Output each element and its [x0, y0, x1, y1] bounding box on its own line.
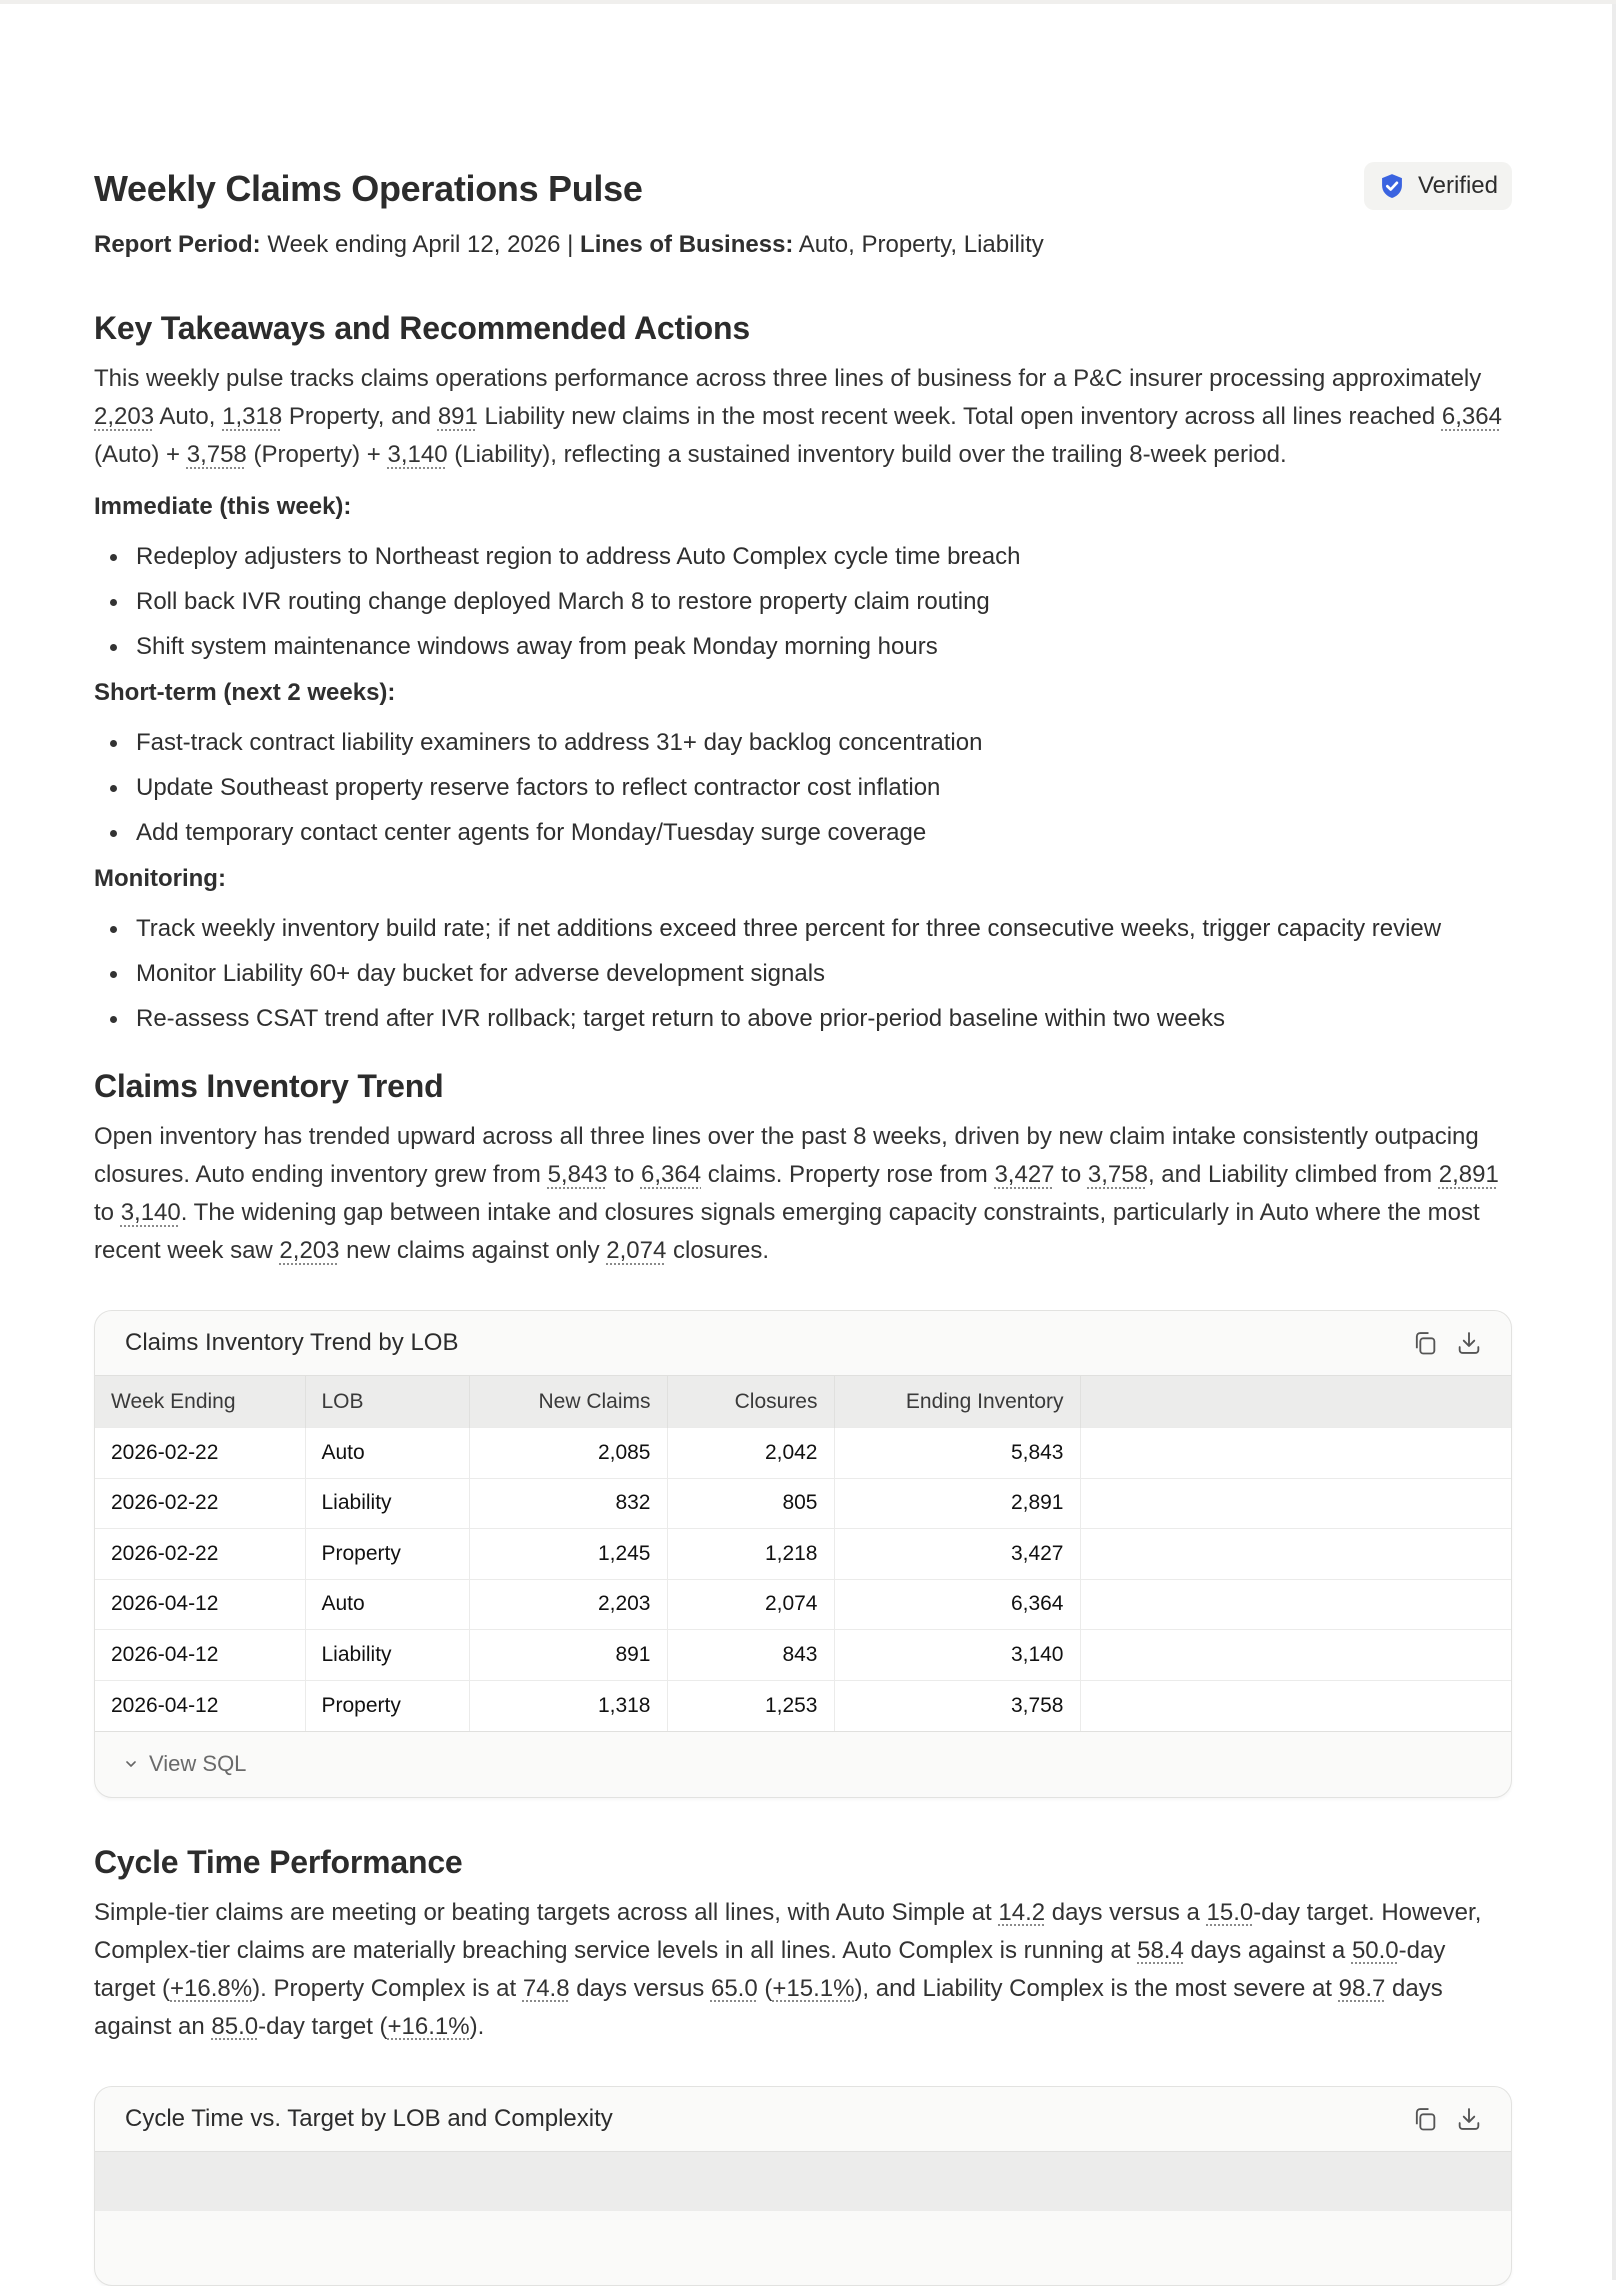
- view-sql-toggle[interactable]: [95, 1731, 1511, 1797]
- table-cell: 2026-02-22: [95, 1529, 305, 1580]
- metric-value[interactable]: 3,427: [994, 1161, 1055, 1188]
- chevron-down-icon: [123, 1756, 139, 1772]
- card-actions: [1411, 2105, 1483, 2133]
- table-row: [95, 1428, 1511, 1479]
- inventory-table: [95, 1375, 1511, 1731]
- table-cell: 1,253: [667, 1680, 834, 1731]
- report-period-value: Week ending April 12, 2026: [267, 231, 561, 258]
- list-item: Re-assess CSAT trend after IVR rollback; target return to above prior-period baseline within two weeks: [136, 1000, 1512, 1038]
- cycle-time-heading: Cycle Time Performance: [94, 1843, 463, 1880]
- shield-check-icon: [1378, 172, 1406, 200]
- table-cell: 832: [469, 1478, 667, 1529]
- card-header: [95, 1311, 1511, 1375]
- table-header-row: [95, 1376, 1511, 1428]
- table-cell: 2026-04-12: [95, 1579, 305, 1630]
- lob-label: Lines of Business:: [580, 231, 794, 258]
- download-icon[interactable]: [1455, 1329, 1483, 1357]
- column-header[interactable]: LOB: [305, 1376, 469, 1428]
- list-item: Update Southeast property reserve factors to reflect contractor cost inflation: [136, 769, 1512, 807]
- meta-separator: |: [567, 231, 574, 258]
- table-cell: Liability: [305, 1478, 469, 1529]
- metric-value[interactable]: 3,758: [186, 441, 247, 468]
- column-header[interactable]: New Claims: [469, 1376, 667, 1428]
- metric-value[interactable]: +16.1%: [387, 2012, 470, 2040]
- inventory-table-card: [94, 1310, 1512, 1798]
- download-icon[interactable]: [1455, 2105, 1483, 2133]
- page-title: Weekly Claims Operations Pulse: [94, 168, 643, 209]
- card-title: Claims Inventory Trend by LOB: [125, 1329, 459, 1356]
- copy-icon[interactable]: [1411, 2105, 1439, 2133]
- card-header: [95, 2087, 1511, 2151]
- metric-value[interactable]: 65.0: [710, 1974, 758, 2002]
- table-cell-filler: [1080, 1428, 1511, 1479]
- verified-label: Verified: [1417, 172, 1498, 199]
- metric-value[interactable]: 98.7: [1338, 1974, 1386, 2002]
- key-takeaways-heading: Key Takeaways and Recommended Actions: [94, 310, 750, 346]
- action-list: [94, 910, 1512, 1038]
- table-cell-filler: [1080, 1529, 1511, 1580]
- table-cell: 2026-04-12: [95, 1630, 305, 1681]
- claims-inventory-heading: Claims Inventory Trend: [94, 1068, 444, 1104]
- list-item: Add temporary contact center agents for Monday/Tuesday surge coverage: [136, 814, 1512, 852]
- metric-value[interactable]: 74.8: [522, 1974, 570, 2002]
- table-cell: 1,318: [469, 1680, 667, 1731]
- inventory-table-body: [95, 1428, 1511, 1731]
- table-cell-filler: [1080, 1478, 1511, 1529]
- table-cell: 2,042: [667, 1428, 834, 1479]
- table-cell: Auto: [305, 1428, 469, 1479]
- column-filler: [1080, 1376, 1511, 1428]
- takeaways-intro: This weekly pulse tracks claims operations performance across three lines of business for a P&C insurer processing approximately 2,203 Auto, 1,318 Property, and 891 Liability new claims in the most recent week. Total open inventory across all lines reached 6,364 (Auto) + 3,758 (Property) + 3,140 (Liability), reflecting a sustained inventory build over the trailing 8-week period.: [94, 365, 1502, 468]
- list-item: Roll back IVR routing change deployed March 8 to restore property claim routing: [136, 583, 1512, 621]
- metric-value[interactable]: 50.0: [1351, 1936, 1399, 1964]
- table-cell: 2,891: [834, 1478, 1080, 1529]
- column-header[interactable]: Ending Inventory: [834, 1376, 1080, 1428]
- column-header[interactable]: Closures: [667, 1376, 834, 1428]
- metric-value[interactable]: +16.8%: [170, 1974, 253, 2002]
- metric-value[interactable]: 2,203: [94, 403, 155, 430]
- action-group-label: Immediate (this week):: [94, 493, 352, 520]
- table-cell: 2026-04-12: [95, 1680, 305, 1731]
- claims-inventory-section: [94, 1064, 1512, 1798]
- metric-value[interactable]: +15.1%: [772, 1974, 855, 2002]
- table-cell: 891: [469, 1630, 667, 1681]
- list-item: Shift system maintenance windows away from peak Monday morning hours: [136, 628, 1512, 666]
- verified-badge: [1364, 162, 1512, 210]
- metric-value[interactable]: 85.0: [211, 2012, 259, 2040]
- report-header: [94, 160, 1512, 218]
- table-row: [95, 1529, 1511, 1580]
- card-actions: [1411, 1329, 1483, 1357]
- table-row: [95, 1478, 1511, 1529]
- column-header[interactable]: Week Ending: [95, 1376, 305, 1428]
- metric-value[interactable]: 15.0: [1206, 1898, 1254, 1926]
- cycle-time-section: [94, 1840, 1512, 2286]
- table-cell-filler: [1080, 1680, 1511, 1731]
- lob-value: Auto, Property, Liability: [798, 231, 1044, 258]
- metric-value[interactable]: 3,758: [1087, 1161, 1148, 1188]
- table-cell-filler: [1080, 1630, 1511, 1681]
- metric-value[interactable]: 3,140: [387, 441, 448, 468]
- table-cell: 805: [667, 1478, 834, 1529]
- table-cell: Liability: [305, 1630, 469, 1681]
- metric-value[interactable]: 6,364: [640, 1161, 702, 1188]
- takeaways-groups: [94, 490, 1512, 1038]
- metric-value[interactable]: 2,074: [606, 1237, 667, 1264]
- report-meta: [94, 228, 1512, 262]
- list-item: Monitor Liability 60+ day bucket for adverse development signals: [136, 955, 1512, 993]
- table-cell: 3,427: [834, 1529, 1080, 1580]
- report-page: [94, 0, 1512, 2286]
- key-takeaways-section: [94, 306, 1512, 1038]
- table-cell: 6,364: [834, 1579, 1080, 1630]
- metric-value[interactable]: 6,364: [1441, 403, 1502, 430]
- metric-value[interactable]: 2,891: [1438, 1161, 1499, 1188]
- table-cell: Property: [305, 1680, 469, 1731]
- list-item: Redeploy adjusters to Northeast region to address Auto Complex cycle time breach: [136, 538, 1512, 576]
- metric-value[interactable]: 1,318: [222, 403, 283, 430]
- cycle-time-table-card: [94, 2086, 1512, 2286]
- copy-icon[interactable]: [1411, 1329, 1439, 1357]
- table-cell-filler: [1080, 1579, 1511, 1630]
- table-cell: 2,085: [469, 1428, 667, 1479]
- table-cell: 2026-02-22: [95, 1478, 305, 1529]
- metric-value[interactable]: 2,203: [279, 1237, 340, 1264]
- metric-value[interactable]: 3,140: [120, 1199, 181, 1226]
- metric-value[interactable]: 5,843: [547, 1161, 608, 1188]
- table-cell: Property: [305, 1529, 469, 1580]
- metric-value[interactable]: 14.2: [998, 1898, 1046, 1926]
- table-row: [95, 1630, 1511, 1681]
- table-cell: 3,140: [834, 1630, 1080, 1681]
- list-item: Track weekly inventory build rate; if net additions exceed three percent for three consecutive weeks, trigger capacity review: [136, 910, 1512, 948]
- table-cell: 5,843: [834, 1428, 1080, 1479]
- table-row: [95, 1579, 1511, 1630]
- action-group-label: Short-term (next 2 weeks):: [94, 679, 396, 706]
- action-group-label: Monitoring:: [94, 865, 226, 892]
- page-scrollbar[interactable]: [1612, 4, 1616, 2280]
- table-cell: 843: [667, 1630, 834, 1681]
- table-row: [95, 1680, 1511, 1731]
- view-sql-label: View SQL: [149, 1751, 247, 1776]
- claims-inventory-summary: Open inventory has trended upward across all three lines over the past 8 weeks, driven by new claim intake consistently outpacing closures. Auto ending inventory grew from 5,843 to 6,364 claims. Property rose from 3,427 to 3,758, and Liability climbed from 2,891 to 3,140. The widening gap between intake and closures signals emerging capacity constraints, particularly in Auto where the most recent week saw 2,203 new claims against only 2,074 closures.: [94, 1123, 1499, 1264]
- report-period-label: Report Period:: [94, 231, 261, 258]
- table-cell: 1,245: [469, 1529, 667, 1580]
- action-list: [94, 724, 1512, 852]
- cycle-table-header-strip: [95, 2151, 1511, 2211]
- metric-value[interactable]: 58.4: [1137, 1936, 1184, 1964]
- table-cell: 3,758: [834, 1680, 1080, 1731]
- table-cell: 2026-02-22: [95, 1428, 305, 1479]
- table-cell: 1,218: [667, 1529, 834, 1580]
- table-cell: 2,203: [469, 1579, 667, 1630]
- metric-value[interactable]: 891: [437, 403, 478, 430]
- list-item: Fast-track contract liability examiners to address 31+ day backlog concentration: [136, 724, 1512, 762]
- card-title: Cycle Time vs. Target by LOB and Complexity: [125, 2104, 613, 2132]
- action-list: [94, 538, 1512, 666]
- table-cell: Auto: [305, 1579, 469, 1630]
- table-cell: 2,074: [667, 1579, 834, 1630]
- cycle-time-summary: Simple-tier claims are meeting or beating targets across all lines, with Auto Simple at 14.2 days versus a 15.0-day target. However, Complex-tier claims are materially breaching service levels in all lines. Auto Complex is running at 58.4 days against a 50.0-day target (+16.8%). Property Complex is at 74.8 days versus 65.0 (+15.1%), and Liability Complex is the most severe at 98.7 days against an 85.0-day target (+16.1%).: [94, 1898, 1482, 2040]
